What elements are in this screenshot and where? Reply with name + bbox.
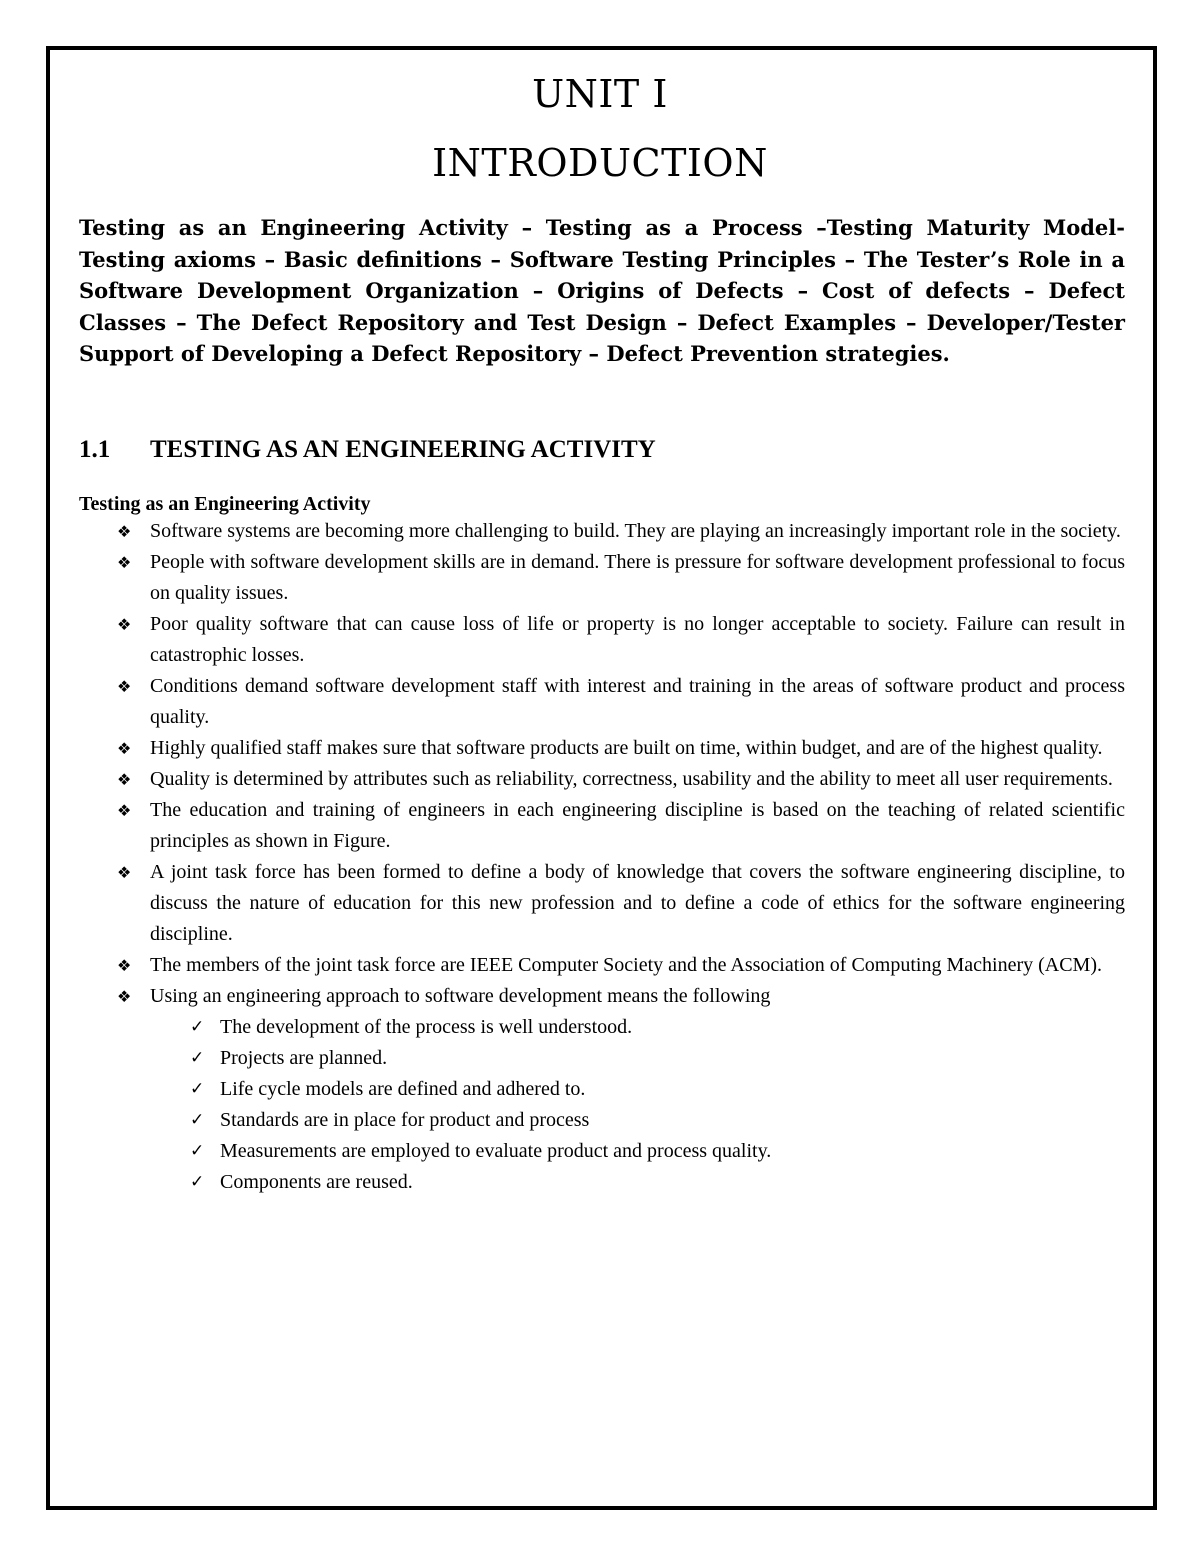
subsection-title: Testing as an Engineering Activity [79,493,371,515]
check-text: Standards are in place for product and process [220,1109,590,1131]
bullet-item [79,609,1125,671]
four-diamond-bullet-icon: ❖ [117,863,132,882]
syllabus-paragraph: Testing as an Engineering Activity – Testing as a Process –Testing Maturity Model- Testing axioms – Basic definitions – Software Testing Principles – The Tester’s Role in a Software Development Organization – Origins of Defects – Cost of defects – Defect Classes – The Defect Repository and Test Design – Defect Examples – Developer/Tester Support of Developing a Defect Repository – Defect Prevention strategies. [79,215,1125,366]
check-list [150,1012,1125,1198]
four-diamond-bullet-icon: ❖ [117,553,132,572]
check-text: The development of the process is well understood. [220,1016,633,1038]
checkmark-icon: ✓ [190,1141,205,1161]
check-text: Measurements are employed to evaluate product and process quality. [220,1140,772,1162]
check-item [150,1105,1125,1136]
bullet-item [79,795,1125,857]
four-diamond-bullet-icon: ❖ [117,522,132,541]
bullet-item [79,671,1125,733]
check-item [150,1136,1125,1167]
bullet-text: Poor quality software that can cause loss of life or property is no longer acceptable to society. Failure can result in catastrophic losses. [150,613,1125,666]
four-diamond-bullet-icon: ❖ [117,770,132,789]
bullet-item [79,516,1125,547]
bullet-item [79,764,1125,795]
check-item [150,1012,1125,1043]
bullet-text: People with software development skills are in demand. There is pressure for software development professional to focus on quality issues. [150,551,1125,604]
unit-title: UNIT I [532,72,668,116]
check-text: Life cycle models are defined and adhered to. [220,1078,586,1100]
four-diamond-bullet-icon: ❖ [117,677,132,696]
check-text: Components are reused. [220,1171,413,1193]
bullet-text: The education and training of engineers in each engineering discipline is based on the teaching of related scientific principles as shown in Figure. [150,799,1125,852]
checkmark-icon: ✓ [190,1048,205,1068]
bullet-item [79,950,1125,981]
bullet-text: Using an engineering approach to software development means the following [150,985,771,1007]
bullet-text: A joint task force has been formed to define a body of knowledge that covers the software engineering discipline, to discuss the nature of education for this new profession and to define a code of ethics for the software engineering discipline. [150,861,1125,945]
bullet-text: Software systems are becoming more challenging to build. They are playing an increasingly important role in the society. [150,520,1121,542]
bullet-item [79,547,1125,609]
chapter-title: INTRODUCTION [432,141,768,185]
bullet-item [79,857,1125,950]
four-diamond-bullet-icon: ❖ [117,801,132,820]
bullet-text: Highly qualified staff makes sure that software products are built on time, within budget, and are of the highest quality. [150,737,1103,759]
section-title: TESTING AS AN ENGINEERING ACTIVITY [150,436,656,463]
checkmark-icon: ✓ [190,1172,205,1192]
checkmark-icon: ✓ [190,1079,205,1099]
check-text: Projects are planned. [220,1047,388,1069]
checkmark-icon: ✓ [190,1017,205,1037]
check-item [150,1074,1125,1105]
section-heading [79,433,656,467]
bullet-text: Quality is determined by attributes such as reliability, correctness, usability and the ability to meet all user requirements. [150,768,1113,790]
section-number: 1.1 [79,436,111,463]
check-item [150,1167,1125,1198]
bullet-list [79,516,1125,1198]
four-diamond-bullet-icon: ❖ [117,739,132,758]
four-diamond-bullet-icon: ❖ [117,956,132,975]
checkmark-icon: ✓ [190,1110,205,1130]
four-diamond-bullet-icon: ❖ [117,987,132,1006]
bullet-text: Conditions demand software development staff with interest and training in the areas of software product and process quality. [150,675,1125,728]
bullet-item [79,733,1125,764]
check-item [150,1043,1125,1074]
four-diamond-bullet-icon: ❖ [117,615,132,634]
bullet-item [79,981,1125,1198]
bullet-text: The members of the joint task force are IEEE Computer Society and the Association of Computing Machinery (ACM). [150,954,1102,976]
